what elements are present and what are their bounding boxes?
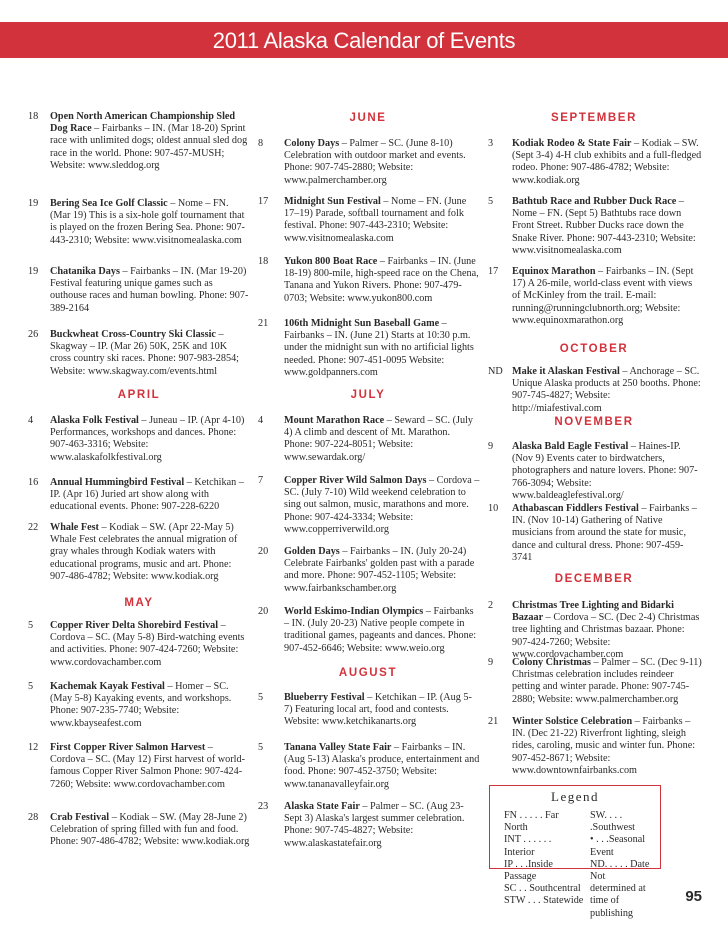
event-details: – Skagway – IP. (Mar 26) 50K, 25K and 10K cross country ski races. Phone: 907-983-2854; Website: www.skagway.com/events.html (50, 329, 240, 377)
event-day: 18 (28, 111, 39, 122)
event-name: Tanana Valley State Fair (284, 742, 392, 753)
event-day: 19 (28, 266, 39, 277)
month-heading-may: MAY (124, 597, 154, 609)
event-details: – Fairbanks – IN. (July 20-23) Native people compete in traditional games, pageants and dances. Phone: 907-452-6646; Website: www.weio.org (284, 606, 477, 654)
event-details: – Nome – FN. (Mar 19) This is a six-hole golf tournament that is played on the frozen Bering Sea. Phone: 907-443-2310; Website: www.visitnomealaska.com (50, 198, 245, 246)
legend-item: SC . . Southcentral (504, 883, 581, 895)
event-details: – Ketchikan – IP. (Apr 16) Juried art show along with educational events. Phone: 907-228-6220 (50, 477, 244, 513)
event-body (50, 415, 250, 464)
event-day: 8 (258, 138, 264, 149)
event-day: 4 (28, 415, 34, 426)
event-body (284, 138, 480, 187)
event-body (512, 266, 702, 327)
event-body (284, 742, 480, 791)
event-body (50, 477, 250, 514)
event-day: 5 (28, 681, 34, 692)
event-details: – Juneau – IP. (Apr 4-10) Performances, workshops and dances. Phone: 907-463-3316; Website: www.alaskafolkfestival.org (50, 415, 245, 463)
event-name: Kachemak Kayak Festival (50, 681, 165, 692)
event-name: Chatanika Days (50, 266, 120, 277)
event-name: Alaska State Fair (284, 801, 360, 812)
event-details: – Haines-IP. (Nov 9) Events cater to birdwatchers, photographers and nature lovers. Phone: 907-766-3094; Website: www.baldeaglefestival.org/ (512, 441, 698, 501)
event-body (284, 546, 480, 595)
event-details: – Cordova – SC. (Dec 2-4) Christmas tree lighting and Christmas bazaar. Phone: 907-424-7260; Website: www.cordovachamber.com (512, 612, 700, 660)
event-details: – Fairbanks – IN. (Dec 21-22) Riverfront lighting, sleigh rides, caroling, music and winter fun. Phone: 907-452-8671; Website: www.downtownfairbanks.com (512, 716, 696, 776)
event-details: – Kodiak – SW. (Sept 3-4) 4-H club exhibits and a full-fledged rodeo. Phone: 907-486-4782; Website: www.kodiak.org (512, 138, 702, 186)
event-details: – Kodiak – SW. (Apr 22-May 5) Whale Fest celebrates the annual migration of gray whales through Kodiak waters with educational programs, music and art. Phone: 907-486-4782; Website: www.kodiak.org (50, 522, 238, 582)
event-details: – Anchorage – SC. Unique Alaska products at 250 booths. Phone: 907-745-4827; Website: http://miafestival.com (512, 366, 701, 414)
event-name: Midnight Sun Festival (284, 196, 381, 207)
event-day: 26 (28, 329, 39, 340)
event-name: Make it Alaskan Festival (512, 366, 620, 377)
event-day: 22 (28, 522, 39, 533)
event-body (284, 606, 480, 655)
legend-item: INT . . . . . . Interior (504, 834, 552, 858)
event-name: Yukon 800 Boat Race (284, 256, 378, 267)
event-details: – Cordova – SC. (May 5-8) Bird-watching events and activities. Phone: 907-424-7260; Website: www.cordovachamber.com (50, 620, 245, 668)
title-banner (0, 22, 728, 58)
month-heading-april: APRIL (117, 389, 161, 401)
legend-right-list (590, 810, 658, 920)
event-name: Mount Marathon Race (284, 415, 385, 426)
event-body (512, 716, 702, 777)
event-day: 5 (258, 692, 264, 703)
legend-item: STW . . . Statewide (504, 895, 584, 907)
event-name: Alaska Bald Eagle Festival (512, 441, 629, 452)
event-body (512, 138, 702, 187)
event-body (50, 266, 250, 315)
event-name: Kodiak Rodeo & State Fair (512, 138, 632, 149)
legend-item: SW. . . . .Southwest (590, 810, 635, 834)
event-day: 16 (28, 477, 39, 488)
page-number: 95 (685, 888, 702, 905)
event-name: World Eskimo-Indian Olympics (284, 606, 424, 617)
event-day: ND (488, 366, 503, 377)
event-details: – Nome – FN. (June 17–19) Parade, softball tournament and folk festival. Phone: 907-443-2310; Website: www.visitnomealaska.com (284, 196, 467, 244)
legend-left-list (504, 810, 584, 908)
event-day: 23 (258, 801, 269, 812)
event-body (512, 600, 702, 661)
event-body (50, 329, 250, 378)
event-details: – Fairbanks – IN. (Aug 5-13) Alaska's produce, entertainment and food. Phone: 907-452-3750; Website: www.tananavalleyfair.org (284, 742, 480, 790)
event-day: 20 (258, 606, 269, 617)
event-body (512, 657, 702, 706)
event-name: Bathtub Race and Rubber Duck Race (512, 196, 677, 207)
event-body (284, 256, 480, 305)
month-heading-october: OCTOBER (559, 343, 629, 355)
event-details: – Fairbanks – IN. (June 21) Starts at 10:30 p.m. under the midnight sun with no artificial lights needed. Phone: 907-451-0095 Website: www.goldpanners.com (284, 318, 474, 378)
event-body (512, 503, 702, 564)
event-day: 7 (258, 475, 264, 486)
event-body (50, 681, 250, 730)
event-name: Buckwheat Cross-Country Ski Classic (50, 329, 216, 340)
event-body (50, 198, 250, 247)
event-body (512, 196, 702, 257)
event-body (50, 742, 250, 791)
event-name: Open North American Championship Sled Dog Race (50, 111, 236, 135)
month-heading-september: SEPTEMBER (551, 112, 637, 124)
event-body (284, 318, 480, 379)
event-details: – Fairbanks – IN. (Mar 18-20) Sprint race with unlimited dogs; oldest annual sled dog race in the world. Phone: 907-457-MUSH; Website: www.sleddog.org (50, 123, 248, 171)
event-details: – Palmer – SC. (Dec 9-11) Christmas celebration includes reindeer petting and winter parade. Phone: 907-745-2880; Website: www.palmerchamber.org (512, 657, 702, 705)
event-body (50, 522, 250, 583)
event-body (50, 620, 250, 669)
event-name: Annual Hummingbird Festival (50, 477, 185, 488)
event-name: Blueberry Festival (284, 692, 365, 703)
event-name: 106th Midnight Sun Baseball Game (284, 318, 440, 329)
event-name: Colony Days (284, 138, 340, 149)
event-name: Whale Fest (50, 522, 99, 533)
legend-title: Legend (551, 789, 599, 804)
event-name: Alaska Folk Festival (50, 415, 139, 426)
event-details: – Palmer – SC. (June 8-10) Celebration with outdoor market and events. Phone: 907-745-2880; Website: www.palmerchamber.org (284, 138, 466, 186)
event-name: Christmas Tree Lighting and Bidarki Bazaar (512, 600, 674, 624)
event-details: – Nome – FN. (Sept 5) Bathtubs race down Front Street. Rubber Ducks race down the Snake River. Phone: 907-443-2310; Website: www.visitnomealaska.com (512, 196, 696, 256)
month-heading-july: JULY (350, 389, 386, 401)
event-name: Golden Days (284, 546, 340, 557)
event-day: 9 (488, 657, 494, 668)
event-details: – Fairbanks – IN. (Sept 17) A 26-mile, world-class event with views of McKinley from the trail. E-mail: running@runningclubnorth.org; Website: www.equinoxmarathon.org (512, 266, 694, 326)
event-day: 10 (488, 503, 499, 514)
event-details: – Fairbanks – IN. (June 18-19) 800-mile, high-speed race on the Chena, Tanana and Yukon Rivers. Phone: 907-479-0703; Website: www.yukon800.com (284, 256, 479, 304)
event-day: 21 (488, 716, 499, 727)
legend-item: • . . .Seasonal Event (590, 834, 646, 858)
legend-box (489, 785, 661, 919)
event-body (284, 475, 480, 536)
event-name: Athabascan Fiddlers Festival (512, 503, 639, 514)
event-day: 5 (258, 742, 264, 753)
event-details: – Cordova – SC. (July 7-10) Wild weekend celebration to sing out salmon, music, marathons and more. Phone: 907-424-3334; Website: www.copperriverwild.org (284, 475, 480, 535)
legend-item: ND. . . . . Date Not (590, 858, 650, 883)
event-day: 12 (28, 742, 39, 753)
month-heading-june: JUNE (349, 112, 387, 124)
event-body (512, 366, 702, 415)
event-details: – Fairbanks – IN. (July 20-24) Celebrate Fairbanks' golden past with a parade and more. Phone: 907-452-1105; Website: www.fairbankschamber.org (284, 546, 475, 594)
month-heading-august: AUGUST (338, 667, 398, 679)
event-details: – Ketchikan – IP. (Aug 5-7) Featuring local art, food and contests. Website: www.ketchikanarts.org (284, 692, 472, 728)
event-name: Colony Christmas (512, 657, 591, 668)
event-day: 5 (488, 196, 494, 207)
event-day: 4 (258, 415, 264, 426)
event-body (284, 196, 480, 245)
event-day: 3 (488, 138, 494, 149)
legend-item: publishing (590, 907, 634, 919)
event-details: – Kodiak – SW. (May 28-June 2) Celebration of spring filled with fun and food. Phone: 907-486-4782; Website: www.kodiak.org (50, 812, 250, 848)
event-name: Copper River Wild Salmon Days (284, 475, 427, 486)
event-day: 19 (28, 198, 39, 209)
event-details: – Fairbanks – IN. (Mar 19-20) Festival featuring unique games such as outhouse races and human bowling. Phone: 907-389-2164 (50, 266, 249, 314)
event-details: – Seward – SC. (July 4) A climb and descent of Mt. Marathon. Phone: 907-224-8051; Website: www.sewardak.org/ (284, 415, 474, 463)
legend-item: determined at time of (590, 883, 646, 907)
event-name: Winter Solstice Celebration (512, 716, 633, 727)
event-body (284, 415, 480, 464)
event-day: 17 (488, 266, 499, 277)
event-name: Bering Sea Ice Golf Classic (50, 198, 168, 209)
event-details: – Fairbanks – IN. (Nov 10-14) Gathering of Native musicians from around the state for music, dance and cultural dress. Phone: 907-459-3741 (512, 503, 697, 563)
event-day: 9 (488, 441, 494, 452)
event-details: – Homer – SC. (May 5-8) Kayaking events, and workshops. Phone: 907-235-7740; Website: www.kbayseafest.com (50, 681, 232, 729)
month-heading-november: NOVEMBER (554, 416, 634, 428)
event-day: 28 (28, 812, 39, 823)
event-name: First Copper River Salmon Harvest (50, 742, 206, 753)
event-body (512, 441, 702, 502)
event-body (284, 801, 480, 850)
month-heading-december: DECEMBER (554, 573, 634, 585)
event-name: Crab Festival (50, 812, 110, 823)
event-body (50, 812, 250, 849)
legend-item: IP . . .Inside Passage (504, 858, 553, 883)
legend-item: FN . . . . . Far North (504, 810, 559, 834)
event-day: 18 (258, 256, 269, 267)
event-body (50, 111, 250, 172)
page-title: 2011 Alaska Calendar of Events (212, 28, 516, 53)
event-day: 5 (28, 620, 34, 631)
event-details: – Cordova – SC. (May 12) First harvest of world-famous Copper River Salmon Phone: 907-424-7260; Website: www.cordovachamber.com (50, 742, 245, 790)
event-name: Copper River Delta Shorebird Festival (50, 620, 219, 631)
event-day: 17 (258, 196, 269, 207)
event-day: 20 (258, 546, 269, 557)
event-details: – Palmer – SC. (Aug 23-Sept 3) Alaska's largest summer celebration. Phone: 907-745-4827; Website: www.alaskastatefair.org (284, 801, 465, 849)
event-day: 21 (258, 318, 269, 329)
event-body (284, 692, 480, 729)
event-day: 2 (488, 600, 494, 611)
event-name: Equinox Marathon (512, 266, 596, 277)
